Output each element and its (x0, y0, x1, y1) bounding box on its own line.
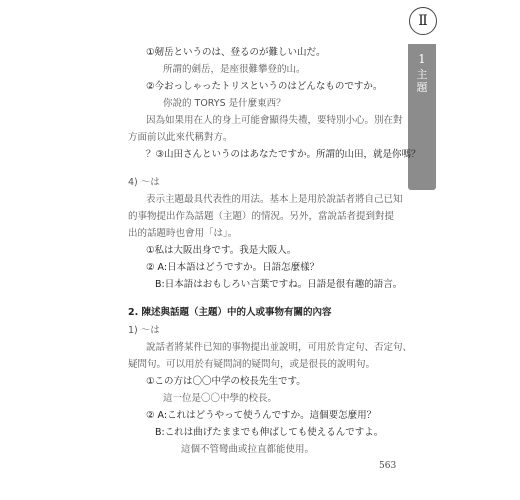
text-line: 方面前以此來代稱對方。 (128, 132, 233, 143)
section-title: 2. 陳述與話題（主題）中的人或事物有關的內容 (128, 307, 332, 318)
text-line: ② A:日本語はどうですか。日語怎麼樣？ (146, 262, 320, 273)
text-line: ①この方は〇〇中学の校長先生です。 (146, 376, 306, 387)
text-line: 你說的 TORYS 是什麼東西？ (163, 98, 286, 109)
text-line: 的事物提出作為話題（主題）的情況。另外，當說話者提到對提 (128, 211, 395, 222)
text-line: 因為如果用在人的身上可能會顯得失禮，要特別小心。別在對 (146, 115, 403, 126)
side-chapter-tab (408, 44, 436, 190)
side-tab-label: 主題 (416, 68, 428, 94)
section-heading: 1) ～は (128, 325, 160, 336)
text-line: 這一位是〇〇中學的校長。 (163, 393, 278, 404)
text-line: ②今おっしゃったトリスというのはどんなものですか。 (146, 81, 383, 92)
text-line: 表示主題最具代表性的用法。基本上是用於說話者將自己已知 (146, 194, 403, 205)
section-heading: 4) ～は (128, 177, 160, 188)
text-line: 所謂的劍岳，是座很難攀登的山。 (163, 64, 306, 75)
text-line: B:日本語はおもしろい言葉ですね。日語是很有趣的語言。 (155, 279, 403, 290)
text-line: 這個不管彎曲或拉直都能使用。 (181, 444, 315, 455)
page-number: 563 (379, 461, 397, 471)
text-line: 說話者將某件已知的事物提出並說明，可用於肯定句、否定句、 (146, 342, 413, 353)
text-line: ①剱岳というのは、登るのが難しい山だ。 (146, 47, 326, 58)
text-line: B:これは曲げたままでも伸ばしても使えるんですよ。 (155, 427, 384, 438)
text-line: ？③山田さんというのはあなたですか。所謂的山田，就是你嗎？ (146, 149, 421, 160)
text-line: ② A:これはどうやって使うんですか。這個要怎麼用？ (146, 410, 377, 421)
text-line: ①私は大阪出身です。我是大阪人。 (146, 245, 297, 256)
chapter-marker: Ⅱ (409, 7, 437, 35)
text-line: 出的話題時也會用「は」。 (128, 228, 238, 239)
text-line: 疑問句。可以用於有疑問詞的疑問句，或是很長的說明句。 (128, 359, 376, 370)
side-tab-number: 1 (418, 52, 426, 66)
